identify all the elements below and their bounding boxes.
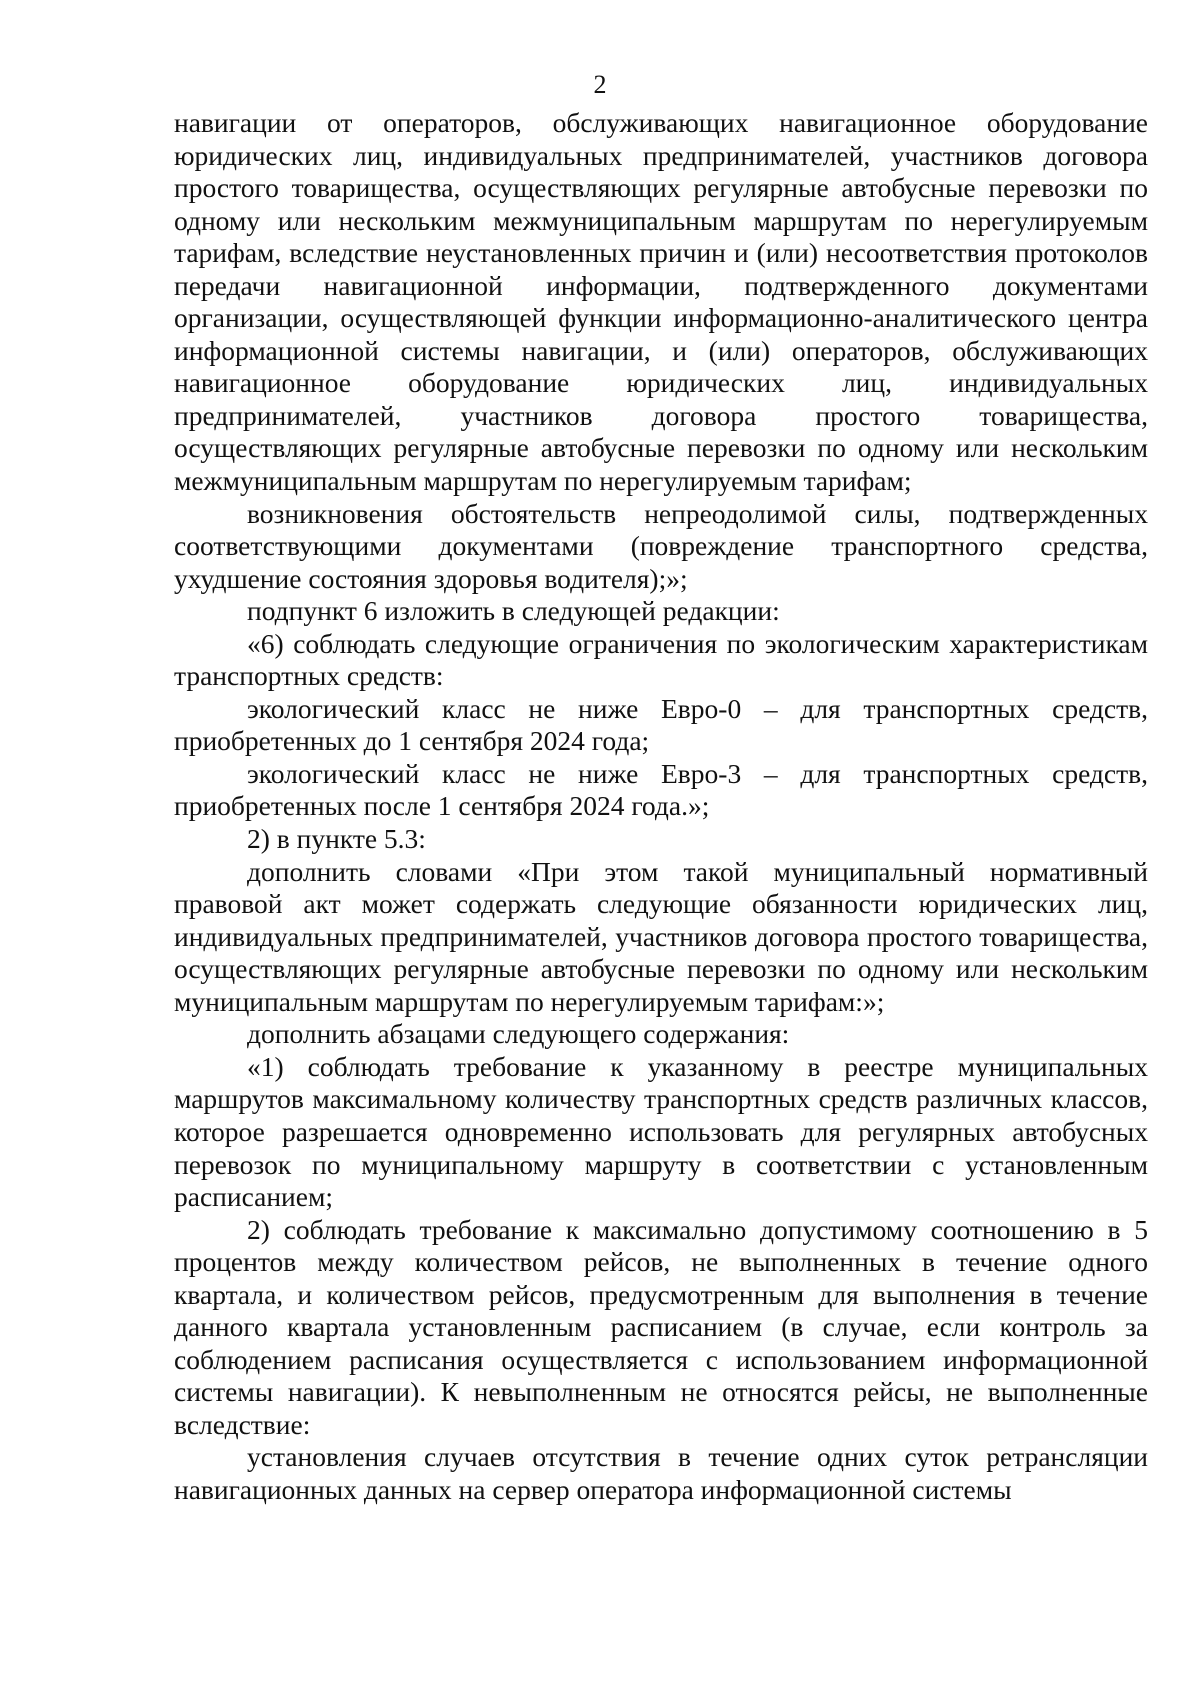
paragraph: «6) соблюдать следующие ограничения по экологическим характеристикам транспортных средств: [174, 627, 1148, 692]
document-body [174, 107, 1148, 1507]
paragraph: экологический класс не ниже Евро-3 – для транспортных средств, приобретенных после 1 сентября 2024 года.»; [174, 757, 1148, 822]
paragraph: 2) соблюдать требование к максимально допустимому соотношению в 5 процентов между количеством рейсов, не выполненных в течение одного квартала, и количеством рейсов, предусмотренным для выполнения в течение данного квартала установленным расписанием (в случае, если контроль за соблюдением расписания осуществляется с использованием информационной системы навигации). К невыполненным не относятся рейсы, не выполненные вследствие: [174, 1213, 1148, 1440]
paragraph: дополнить словами «При этом такой муниципальный нормативный правовой акт может содержать следующие обязанности юридических лиц, индивидуальных предпринимателей, участников договора простого товарищества, осуществляющих регулярные автобусные перевозки по одному или нескольким муниципальным маршрутам по нерегулируемым тарифам:»; [174, 855, 1148, 1017]
page-number: 2 [593, 70, 607, 99]
paragraph: установления случаев отсутствия в течение одних суток ретрансляции навигационных данных на сервер оператора информационной системы [174, 1441, 1148, 1505]
paragraph: «1) соблюдать требование к указанному в реестре муниципальных маршрутов максимальному количеству транспортных средств различных классов, которое разрешается одновременно использовать для регулярных автобусных перевозок по муниципальному маршруту в соответствии с установленным расписанием; [174, 1050, 1148, 1213]
paragraph: 2) в пункте 5.3: [247, 823, 426, 855]
paragraph: навигации от операторов, обслуживающих навигационное оборудование юридических лиц, индивидуальных предпринимателей, участников договора простого товарищества, осуществляющих регулярные автобусные перевозки по одному или нескольким межмуниципальным маршрутам по нерегулируемым тарифам, вследствие неустановленных причин и (или) несоответствия протоколов передачи навигационной информации, подтвержденного документами организации, осуществляющей функции информационно-аналитического центра информационной системы навигации, и (или) операторов, обслуживающих навигационное оборудование юридических лиц, индивидуальных предпринимателей, участников договора простого товарищества, осуществляющих регулярные автобусные перевозки по одному или нескольким межмуниципальным маршрутам по нерегулируемым тарифам; [174, 107, 1148, 497]
paragraph: подпункт 6 изложить в следующей редакции: [247, 595, 780, 627]
paragraph: возникновения обстоятельств непреодолимой силы, подтвержденных соответствующими документами (повреждение транспортного средства, ухудшение состояния здоровья водителя);»; [174, 497, 1148, 594]
paragraph: дополнить абзацами следующего содержания: [247, 1018, 790, 1050]
paragraph: экологический класс не ниже Евро-0 – для транспортных средств, приобретенных до 1 сентября 2024 года; [174, 692, 1148, 757]
